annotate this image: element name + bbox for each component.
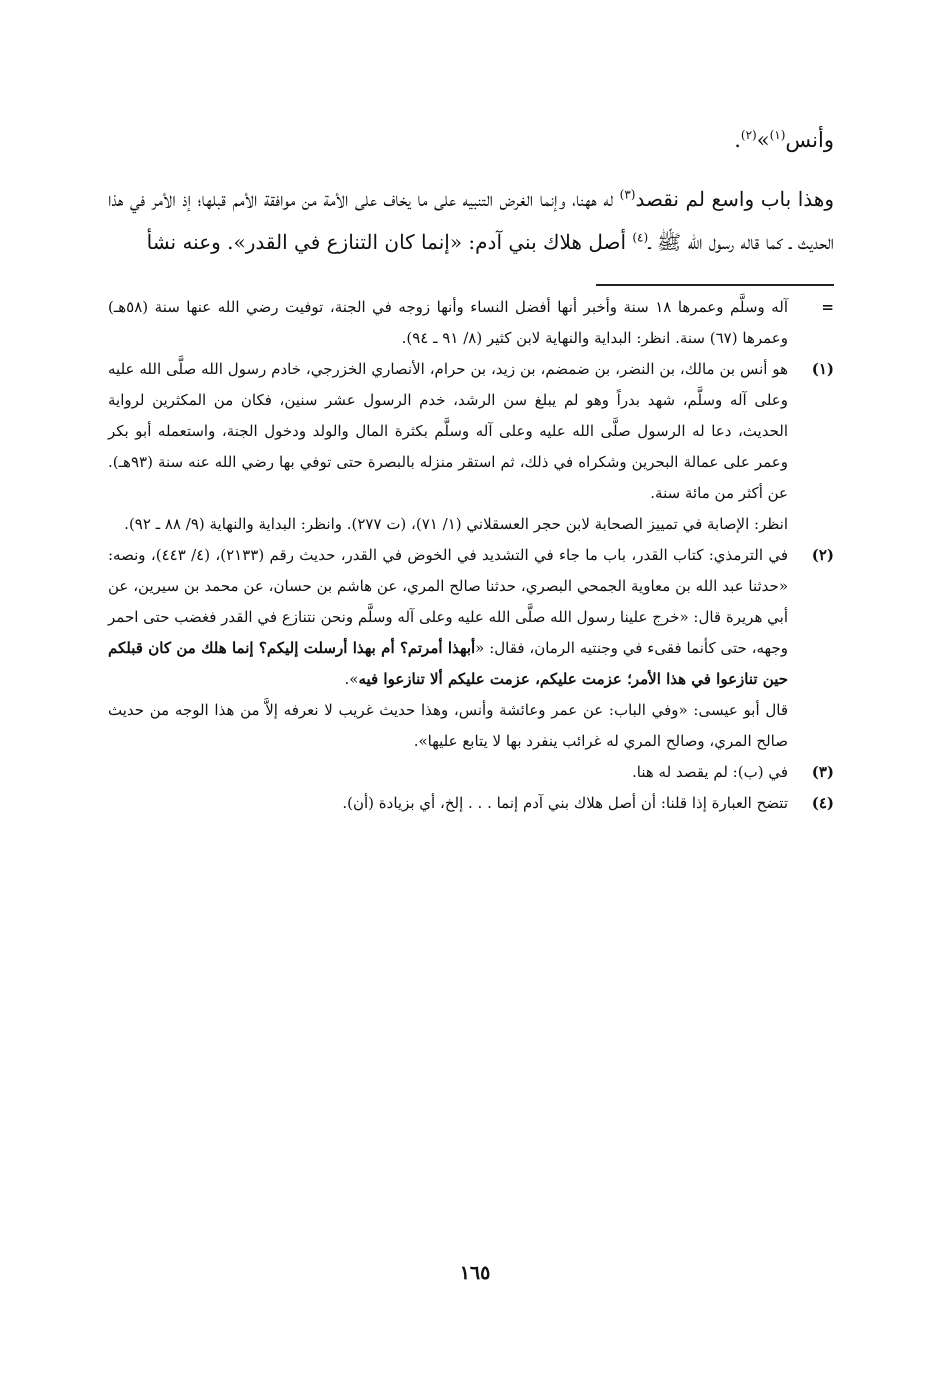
- footnote-2-hadith-bold: أبهذا أمرتم؟ أم بهذا أرسلت إليكم؟ إنما هلك من كان قبلكم حين تنازعوا في هذا الأمر؛ عزمت عليكم، عزمت عليكم ألا تنازعوا فيه: [108, 639, 788, 688]
- footnote-3: [108, 757, 834, 788]
- paragraph-part-3: أصل هلاك بني آدم: «إنما كان التنازع في القدر». وعنه نشأ: [146, 230, 633, 254]
- continuation-marker: =: [821, 298, 834, 316]
- footnote-3-number: (٣): [811, 763, 834, 781]
- footnote-3-text: في (ب): لم يقصد له هنا.: [632, 763, 788, 781]
- footnote-4-text: تتضح العبارة إذا قلنا: أن أصل هلاك بني آدم إنما . . . إلخ، أي بزيادة (أن).: [342, 794, 788, 812]
- footnotes: [108, 292, 834, 819]
- continuation-text: آله وسلَّم وعمرها ١٨ سنة وأخبر أنها أفضل النساء وأنها زوجه في الجنة، توفيت رضي الله عنها سنة (٥٨هـ) وعمرها (٦٧) سنة. انظر: البداية والنهاية لابن كثير (٨/ ٩١ ـ ٩٤).: [108, 298, 788, 347]
- opening-text: وأنس: [785, 128, 834, 152]
- footnote-1-reference: انظر: الإصابة في تمييز الصحابة لابن حجر العسقلاني (١/ ٧١)، (ت ٢٧٧). وانظر: البداية والنهاية (٩/ ٨٨ ـ ٩٢).: [124, 515, 788, 533]
- footnote-1: [108, 354, 834, 540]
- footnote-2-text-a: في الترمذي: كتاب القدر، باب ما جاء في التشديد في الخوض في القدر، حديث رقم (٢١٣٣)، (٤/ ٤٤٣)، ونصه: «حدثنا عبد الله بن معاوية الجمحي البصري، حدثنا صالح المري، عن هاشم بن حسان، عن محمد بن سيرين، عن أبي هريرة قال: «خرج علينا رسول الله صلَّى الله عليه وعلى آله وسلَّم ونحن نتنازع في القدر فغضب حتى احمر وجهه، حتى كأنما فقىء في وجنتيه الرمان، فقال: «: [108, 546, 789, 657]
- page-content: [108, 120, 834, 819]
- page-number: ١٦٥: [459, 1262, 491, 1284]
- footnote-2-body: [108, 540, 788, 757]
- footnote-2-abu-isa: قال أبو عيسى: «وفي الباب: عن عمر وعائشة وأنس، وهذا حديث غريب لا نعرفه إلاَّ من هذا الوجه من حديث صالح المري، وصالح المري له غرائب ينفرد بها لا يتابع عليها».: [108, 701, 788, 750]
- footnote-separator: [596, 284, 834, 286]
- footnote-continuation: [108, 292, 834, 354]
- sentence-end: .: [734, 128, 741, 152]
- footnote-1-body: [108, 354, 788, 540]
- opening-line: [108, 120, 834, 160]
- footnote-2-text-c: ».: [344, 670, 359, 688]
- footnote-2-text: [108, 540, 788, 695]
- footnote-ref-1[interactable]: (١): [769, 128, 786, 142]
- paragraph-part-2: له ههنا، وإنما الغرض التنبيه على ما يخاف على الأمة من موافقة الأمم قبلها؛ إذ الأمر في هذا الحديث ـ كما قاله رسول الله ﷺ ـ: [108, 187, 834, 254]
- footnote-2: [108, 540, 834, 757]
- footnote-ref-3[interactable]: (٣): [619, 187, 636, 202]
- footnote-4: [108, 788, 834, 819]
- footnote-1-number: (١): [811, 360, 834, 378]
- quote-close: »: [756, 128, 770, 152]
- footnote-1-text: هو أنس بن مالك، بن النضر، بن ضمضم، بن زيد، بن حرام، الأنصاري الخزرجي، خادم رسول الله صلَّى الله عليه وعلى آله وسلَّم، شهد بدراً وهو لم يبلغ سن الرشد، خدم الرسول عشر سنين، فكان من المكثرين لرواية الحديث، دعا له الرسول صلَّى الله عليه وعلى آله وسلَّم بكثرة المال والولد ودخول الجنة، واستعمله أبو بكر وعمر على عمالة البحرين وشكراه في ذلك، ثم استقر منزله بالبصرة حتى توفي بها رضي الله عنه سنة (٩٣هـ). عن أكثر من مائة سنة.: [108, 360, 788, 502]
- footnote-ref-4[interactable]: (٤): [632, 230, 649, 245]
- footnote-4-number: (٤): [811, 794, 834, 812]
- footnote-ref-2[interactable]: (٢): [740, 128, 757, 142]
- paragraph-part-1: وهذا باب واسع لم نقصد: [635, 187, 834, 211]
- footnote-2-number: (٢): [811, 546, 834, 564]
- main-paragraph: [108, 178, 834, 264]
